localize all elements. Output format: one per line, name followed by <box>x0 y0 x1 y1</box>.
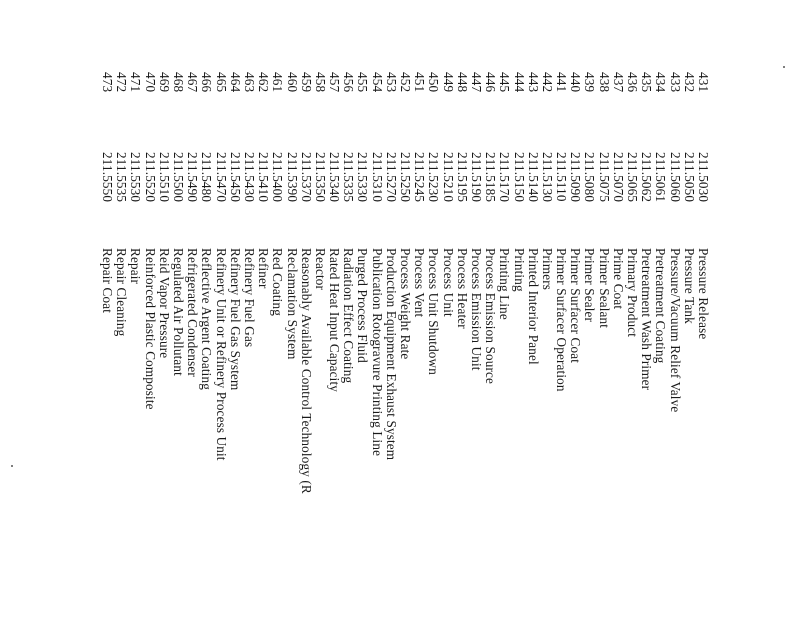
definition-row <box>270 0 284 618</box>
section-code: 211.5490 <box>185 152 201 203</box>
definition-row <box>199 0 213 618</box>
item-number: 455 <box>355 72 371 93</box>
section-code: 211.5190 <box>469 152 484 203</box>
section-code: 211.5061 <box>653 152 669 203</box>
section-code: 211.5390 <box>284 152 300 203</box>
defined-term: Reinforced Plastic Composite <box>142 248 158 410</box>
section-code: 211.5335 <box>341 152 357 203</box>
definition-row <box>582 0 596 618</box>
definition-row <box>597 0 611 618</box>
item-number: 447 <box>469 72 484 93</box>
item-number: 441 <box>554 72 570 93</box>
defined-term: Pressure Tank <box>681 248 697 324</box>
defined-term: Refrigerated Condenser <box>185 248 201 377</box>
defined-term: Repair Coat <box>100 248 116 314</box>
item-number: 458 <box>312 72 328 93</box>
item-number: 472 <box>114 72 130 93</box>
defined-term: Pressure/Vacuum Relief Valve <box>667 248 683 413</box>
defined-term: Repair Cleaning <box>114 248 130 337</box>
definition-row <box>426 0 440 618</box>
defined-term: Primer Sealer <box>582 248 598 323</box>
section-code: 211.5050 <box>681 152 697 203</box>
definition-row <box>398 0 412 618</box>
definition-row <box>554 0 568 618</box>
item-number: 465 <box>213 72 229 93</box>
section-code: 211.5520 <box>142 152 158 203</box>
defined-term: Printing <box>511 248 527 292</box>
item-number: 445 <box>497 72 513 93</box>
section-code: 211.5030 <box>696 152 711 203</box>
defined-term: Reactor <box>312 248 328 291</box>
defined-term: Primer Sealant <box>596 248 612 329</box>
section-code: 211.5270 <box>383 152 399 203</box>
definition-row <box>497 0 511 618</box>
defined-term: Refinery Unit or Refinery Process Unit <box>213 248 229 461</box>
definition-row <box>639 0 653 618</box>
definition-row <box>440 0 454 618</box>
section-code: 211.5430 <box>242 152 257 203</box>
definition-row <box>299 0 313 618</box>
item-number: 448 <box>454 72 470 93</box>
item-number: 471 <box>128 72 144 93</box>
definition-row <box>568 0 582 618</box>
definition-row <box>667 0 681 618</box>
section-code: 211.5090 <box>568 152 584 203</box>
defined-term: Reclamation System <box>284 248 300 360</box>
item-number: 460 <box>284 72 300 93</box>
section-code: 211.5550 <box>100 152 116 203</box>
section-code: 211.5060 <box>667 152 683 203</box>
item-number: 473 <box>100 72 116 93</box>
definition-row <box>625 0 639 618</box>
section-code: 211.5340 <box>327 152 343 203</box>
item-number: 439 <box>582 72 598 93</box>
definition-row <box>370 0 384 618</box>
defined-term: Rated Heat Input Capacity <box>327 248 343 393</box>
section-code: 211.5110 <box>554 152 570 202</box>
definition-row <box>384 0 398 618</box>
section-code: 211.5130 <box>539 152 555 203</box>
defined-term: Printed Interior Panel <box>525 248 541 365</box>
defined-term: Process Unit <box>440 248 456 317</box>
definition-row <box>128 0 142 618</box>
defined-term: Process Emission Source <box>483 248 499 385</box>
item-number: 457 <box>327 72 343 93</box>
item-number: 452 <box>398 72 414 93</box>
item-number: 468 <box>171 72 187 93</box>
item-number: 456 <box>341 72 357 93</box>
defined-term: Refiner <box>256 248 272 289</box>
section-code: 211.5195 <box>454 152 470 203</box>
definition-row <box>483 0 497 618</box>
section-code: 211.5230 <box>426 152 442 203</box>
definition-row <box>256 0 270 618</box>
section-code: 211.5210 <box>440 152 456 203</box>
section-code: 211.5140 <box>525 152 541 203</box>
definition-row <box>540 0 554 618</box>
section-code: 211.5500 <box>171 152 187 203</box>
item-number: 451 <box>412 72 428 93</box>
definition-row <box>511 0 525 618</box>
item-number: 453 <box>383 72 399 93</box>
section-code: 211.5170 <box>497 152 513 203</box>
section-code: 211.5370 <box>298 152 314 203</box>
defined-term: Process Emission Unit <box>469 248 484 371</box>
defined-term: Reid Vapor Pressure <box>156 248 172 359</box>
item-number: 454 <box>369 72 385 93</box>
defined-term: Process Vent <box>412 248 428 318</box>
section-code: 211.5470 <box>213 152 229 203</box>
definition-row <box>100 0 114 618</box>
defined-term: Pretreatment Wash Primer <box>639 248 655 391</box>
definition-row <box>213 0 227 618</box>
section-code: 211.5062 <box>639 152 655 203</box>
definition-row <box>171 0 185 618</box>
item-number: 434 <box>653 72 669 93</box>
definition-row <box>284 0 298 618</box>
item-number: 463 <box>242 72 257 93</box>
defined-term: Pretreatment Coating <box>653 248 669 364</box>
item-number: 446 <box>483 72 499 93</box>
item-number: 437 <box>610 72 626 93</box>
defined-term: Radiation Effect Coating <box>341 248 357 384</box>
defined-term: Process Heater <box>454 248 470 329</box>
item-number: 450 <box>426 72 442 93</box>
section-code: 211.5510 <box>156 152 172 203</box>
item-number: 443 <box>525 72 541 93</box>
item-number: 470 <box>142 72 158 93</box>
definition-row <box>114 0 128 618</box>
section-code: 211.5535 <box>114 152 130 203</box>
defined-term: Reflective Argent Coating <box>199 248 215 390</box>
definition-row <box>313 0 327 618</box>
definition-row <box>611 0 625 618</box>
definition-row <box>185 0 199 618</box>
defined-term: Publication Rotogravure Printing Line <box>369 248 385 457</box>
definition-list <box>100 0 710 618</box>
defined-term: Refinery Fuel Gas System <box>227 248 243 391</box>
defined-term: Production Equipment Exhaust System <box>383 248 399 461</box>
item-number: 469 <box>156 72 172 93</box>
item-number: 432 <box>681 72 697 93</box>
definition-row <box>682 0 696 618</box>
definition-row <box>355 0 369 618</box>
definition-row <box>653 0 667 618</box>
definition-row <box>242 0 256 618</box>
definition-row <box>157 0 171 618</box>
section-code: 211.5480 <box>199 152 215 203</box>
defined-term: Purged Process Fluid <box>355 248 371 363</box>
item-number: 431 <box>696 72 711 93</box>
item-number: 449 <box>440 72 456 93</box>
defined-term: Printing Line <box>497 248 513 320</box>
defined-term: Primer Surfacer Coat <box>568 248 584 364</box>
definition-row <box>696 0 710 618</box>
section-code: 211.5150 <box>511 152 527 203</box>
item-number: 438 <box>596 72 612 93</box>
scan-speck <box>11 465 13 467</box>
definition-row <box>455 0 469 618</box>
section-code: 211.5245 <box>412 152 428 203</box>
definition-row <box>143 0 157 618</box>
definition-row <box>412 0 426 618</box>
item-number: 461 <box>270 72 286 93</box>
definition-row <box>526 0 540 618</box>
definition-row <box>327 0 341 618</box>
scan-speck <box>783 66 785 68</box>
section-code: 211.5350 <box>312 152 328 203</box>
item-number: 467 <box>185 72 201 93</box>
definition-row <box>228 0 242 618</box>
item-number: 462 <box>256 72 272 93</box>
definition-row <box>341 0 355 618</box>
defined-term: Prime Coat <box>610 248 626 310</box>
section-code: 211.5330 <box>355 152 371 203</box>
definition-row <box>469 0 483 618</box>
section-code: 211.5070 <box>610 152 626 203</box>
section-code: 211.5075 <box>596 152 612 203</box>
section-code: 211.5530 <box>128 152 144 203</box>
defined-term: Pressure Release <box>696 248 711 340</box>
defined-term: Regulated Air Pollutant <box>171 248 187 376</box>
item-number: 436 <box>625 72 641 93</box>
item-number: 433 <box>667 72 683 93</box>
section-code: 211.5310 <box>369 152 385 203</box>
defined-term: Primers <box>539 248 555 291</box>
defined-term: Process Weight Rate <box>398 248 414 360</box>
item-number: 459 <box>298 72 314 93</box>
defined-term: Primer Surfacer Operation <box>554 248 570 392</box>
item-number: 440 <box>568 72 584 93</box>
section-code: 211.5185 <box>483 152 499 203</box>
item-number: 435 <box>639 72 655 93</box>
defined-term: Repair <box>128 248 144 285</box>
defined-term: Red Coating <box>270 248 286 316</box>
section-code: 211.5400 <box>270 152 286 203</box>
item-number: 466 <box>199 72 215 93</box>
item-number: 464 <box>227 72 243 93</box>
section-code: 211.5080 <box>582 152 598 203</box>
defined-term: Primary Product <box>625 248 641 338</box>
defined-term: Refinery Fuel Gas <box>242 248 257 348</box>
section-code: 211.5410 <box>256 152 272 203</box>
item-number: 444 <box>511 72 527 93</box>
defined-term: Reasonably Available Control Technology (R <box>298 248 314 494</box>
defined-term: Process Unit Shutdown <box>426 248 442 375</box>
section-code: 211.5450 <box>227 152 243 203</box>
section-code: 211.5250 <box>398 152 414 203</box>
item-number: 442 <box>539 72 555 93</box>
section-code: 211.5065 <box>625 152 641 203</box>
